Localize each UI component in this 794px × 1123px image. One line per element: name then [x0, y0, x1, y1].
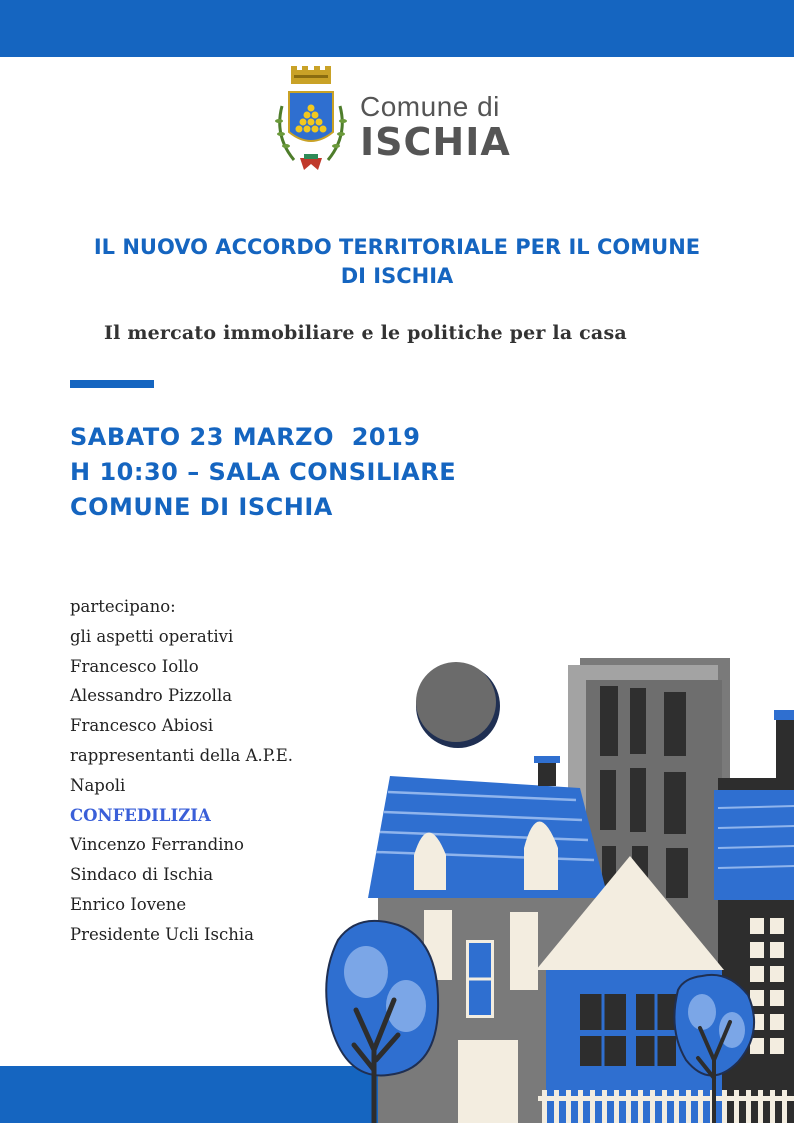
- event-details: [70, 420, 456, 525]
- event-date: SABATO 23 MARZO 2019: [70, 423, 421, 451]
- logo-line-1: Comune di: [360, 91, 500, 122]
- logo-wordmark: [360, 92, 511, 162]
- list-item: Francesco Iollo: [70, 656, 199, 676]
- list-item: Francesco Abiosi: [70, 716, 214, 736]
- logo-line-2: ISCHIA: [360, 120, 511, 164]
- top-banner: [0, 0, 794, 57]
- participants-intro: partecipano:: [70, 597, 176, 616]
- participants-list: [70, 592, 293, 950]
- title-line-2: DI ISCHIA: [340, 264, 454, 288]
- organization-name: CONFEDILIZIA: [70, 805, 211, 825]
- list-item: rappresentanti della A.P.E.: [70, 745, 294, 765]
- event-venue: COMUNE DI ISCHIA: [70, 493, 333, 521]
- event-time-place: H 10:30 – SALA CONSILIARE: [70, 458, 457, 486]
- list-item: Presidente Ucli Ischia: [70, 924, 255, 944]
- list-item: Enrico Iovene: [70, 894, 187, 914]
- city-houses-illustration-icon: [318, 650, 794, 1123]
- page-title: [60, 233, 734, 291]
- list-item: Sindaco di Ischia: [70, 865, 214, 885]
- list-item: Alessandro Pizzolla: [70, 686, 233, 706]
- subtitle: Il mercato immobiliare e le politiche per la casa: [104, 322, 627, 344]
- accent-divider: [70, 380, 154, 388]
- list-item: Vincenzo Ferrandino: [70, 835, 244, 855]
- list-item: Napoli: [70, 775, 126, 795]
- title-line-1: IL NUOVO ACCORDO TERRITORIALE PER IL COMUNE: [93, 235, 701, 259]
- list-item: gli aspetti operativi: [70, 626, 234, 646]
- coat-of-arms-icon: [272, 66, 352, 176]
